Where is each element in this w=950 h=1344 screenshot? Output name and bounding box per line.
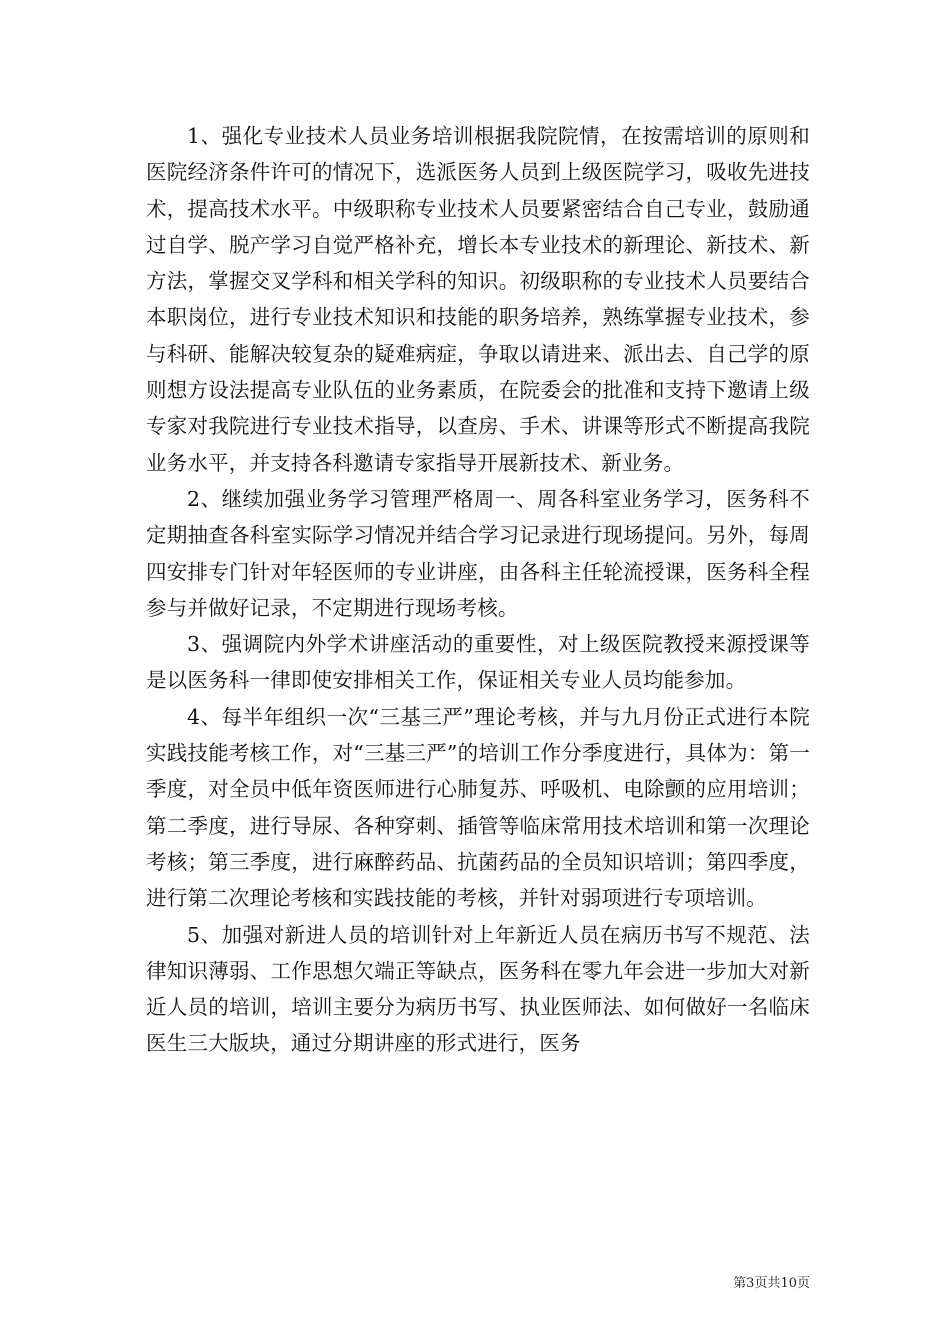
paragraph-2: 2、继续加强业务学习管理严格周一、周各科室业务学习，医务科不定期抽查各科室实际学习情况并结合学习记录进行现场提问。另外，每周四安排专门针对年轻医师的专业讲座，由各科主任轮流授课，医务科全程参与并做好记录，不定期进行现场考核。 bbox=[146, 486, 810, 620]
page-number-footer bbox=[600, 1276, 810, 1292]
paragraph-1: 1、强化专业技术人员业务培训根据我院院情，在按需培训的原则和医院经济条件许可的情况下，选派医务人员到上级医院学习，吸收先进技术，提高技术水平。中级职称专业技术人员要紧密结合自己专业，鼓励通过自学、脱产学习自觉严格补充，增长本专业技术的新理论、新技术、新方法，掌握交叉学科和相关学科的知识。初级职称的专业技术人员要结合本职岗位，进行专业技术知识和技能的职务培养，熟练掌握专业技术，参与科研、能解决较复杂的疑难病症，争取以请进来、派出去、自己学的原则想方设法提高专业队伍的业务素质，在院委会的批准和支持下邀请上级专家对我院进行专业技术指导，以查房、手术、讲课等形式不断提高我院业务水平，并支持各科邀请专家指导开展新技术、新业务。 bbox=[146, 124, 810, 475]
paragraph-5: 5、加强对新进人员的培训针对上年新近人员在病历书写不规范、法律知识薄弱、工作思想欠端正等缺点，医务科在零九年会进一步加大对新近人员的培训，培训主要分为病历书写、执业医师法、如何做好一名临床医生三大版块，通过分期讲座的形式进行，医务 bbox=[146, 922, 810, 1056]
page-number-label: 第3页共10页 bbox=[733, 1276, 810, 1291]
paragraph-4: 4、每半年组织一次“三基三严”理论考核，并与九月份正式进行本院实践技能考核工作，对“三基三严”的培训工作分季度进行，具体为：第一季度，对全员中低年资医师进行心肺复苏、呼吸机、电除颤的应用培训；第二季度，进行导尿、各种穿刺、插管等临床常用技术培训和第一次理论考核；第三季度，进行麻醉药品、抗菌药品的全员知识培训；第四季度，进行第二次理论考核和实践技能的考核，并针对弱项进行专项培训。 bbox=[146, 704, 810, 911]
paragraph-3: 3、强调院内外学术讲座活动的重要性，对上级医院教授来源授课等是以医务科一律即使安排相关工作，保证相关专业人员均能参加。 bbox=[146, 632, 810, 693]
body-text bbox=[146, 118, 810, 1062]
